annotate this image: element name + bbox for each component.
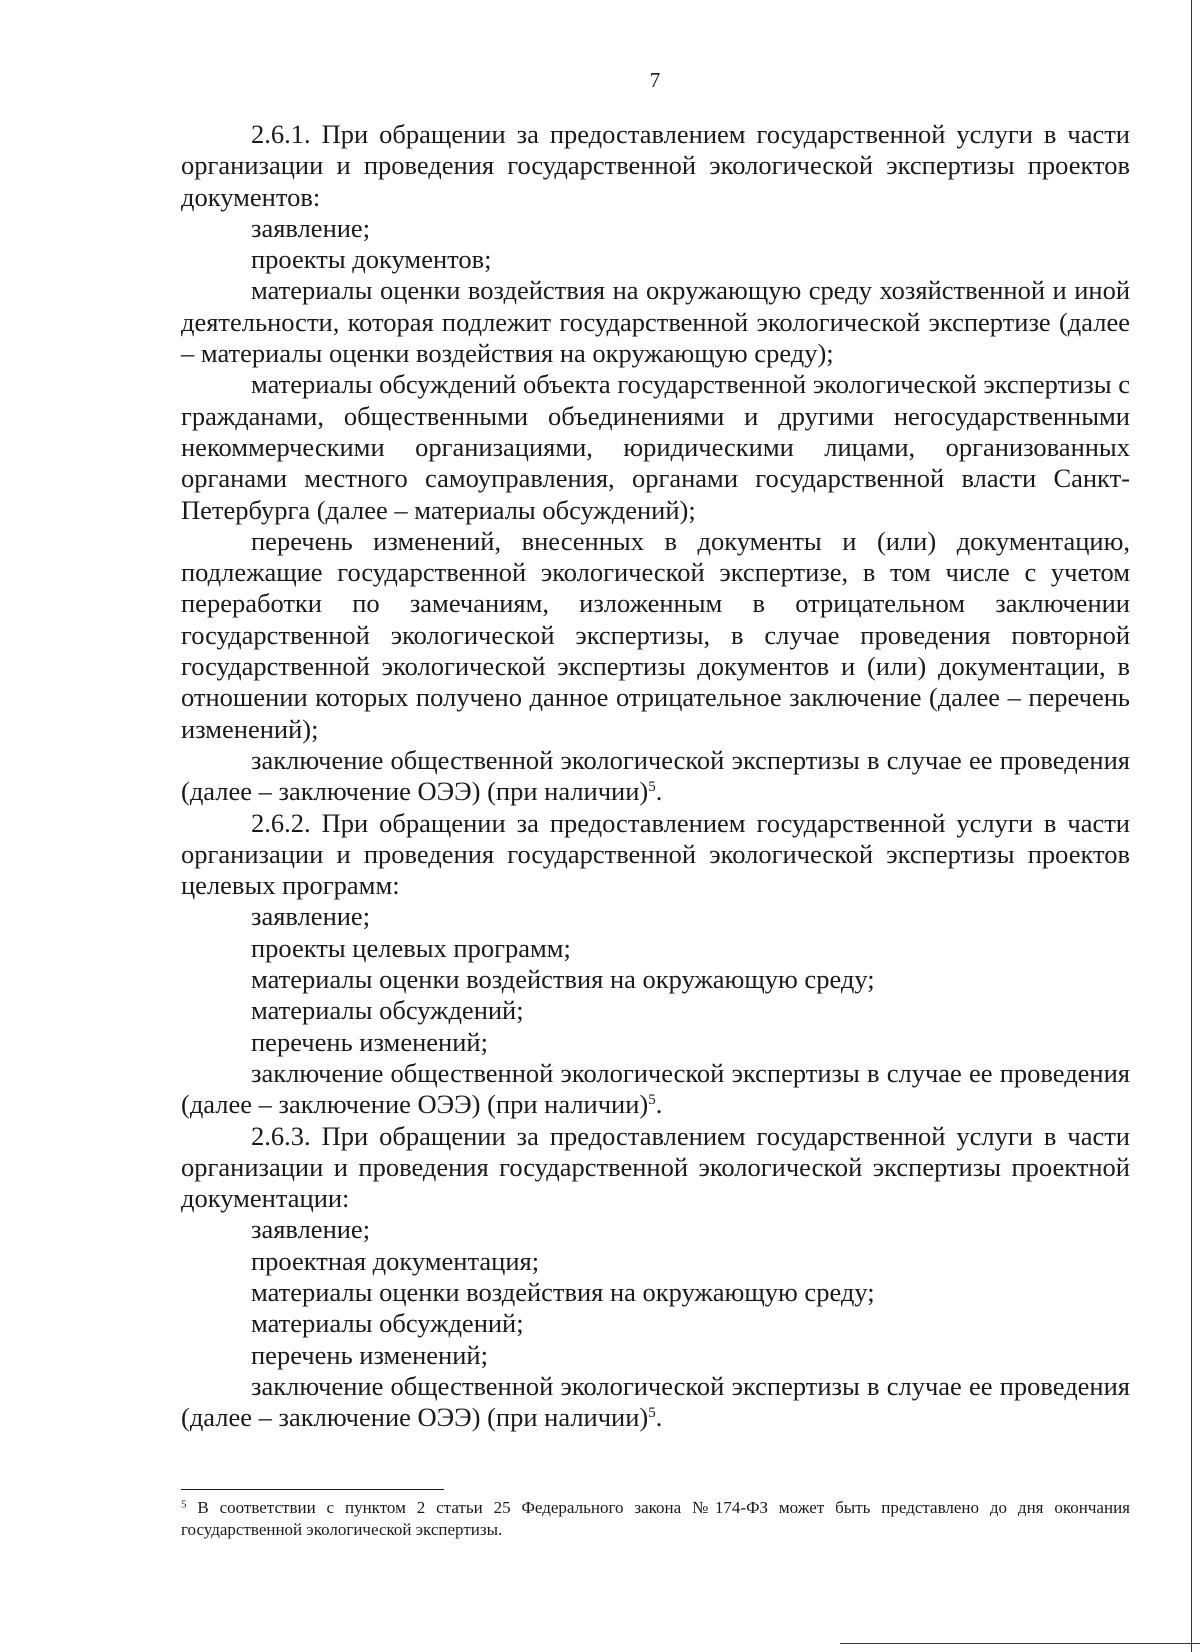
paragraph-text: перечень изменений;	[251, 1339, 488, 1370]
paragraph-text: 2.6.1. При обращении за предоставлением государственной услуги в части организации и проведения государственной экологической экспертизы проектов документов:	[181, 119, 1130, 212]
document-body	[181, 119, 1130, 1433]
footnote-separator	[181, 1489, 444, 1490]
paragraph	[181, 369, 1130, 525]
paragraph	[181, 1371, 1130, 1434]
paragraph	[181, 275, 1130, 369]
footnote-text: В соответствии с пунктом 2 статьи 25 Федерального закона №174-ФЗ может быть представлено до дня окончания государственной экологической экспертизы.	[181, 1498, 1130, 1539]
paragraph-text: материалы оценки воздействия на окружающую среду хозяйственной и иной деятельности, которая подлежит государственной экологической экспертизе (далее – материалы оценки воздействия на окружающую среду);	[181, 275, 1130, 369]
list-item	[181, 995, 1130, 1026]
list-item	[181, 1027, 1130, 1058]
paragraph-text: материалы оценки воздействия на окружающую среду;	[251, 964, 875, 995]
footnote-reference: 5	[648, 1405, 656, 1422]
paragraph	[181, 119, 1130, 213]
paragraph-text: заявление;	[251, 212, 371, 243]
page-number: 7	[649, 68, 661, 92]
paragraph-text: проекты документов;	[251, 244, 492, 275]
paragraph-text: перечень изменений;	[251, 1026, 488, 1057]
paragraph-text: заключение общественной экологической экспертизы в случае ее проведения (далее – заключение ОЭЭ) (при наличии)	[181, 1057, 1130, 1120]
paragraph-text: заявление;	[251, 1214, 371, 1245]
paragraph-tail: .	[655, 1089, 663, 1120]
list-item	[181, 1246, 1130, 1277]
paragraph-text: материалы обсуждений объекта государственной экологической экспертизы с гражданами, общественными объединениями и другими негосударственными некоммерческими организациями, юридическими лицами, организованных органами местного самоуправления, органами государственной власти Санкт-Петербурга (далее – материалы обсуждений);	[181, 369, 1130, 525]
paragraph-text: 2.6.2. При обращении за предоставлением государственной услуги в части организации и проведения государственной экологической экспертизы проектов целевых программ:	[181, 807, 1130, 901]
footnote-marker: 5	[181, 1498, 187, 1511]
paragraph-text: проекты целевых программ;	[251, 932, 571, 963]
list-item	[181, 933, 1130, 964]
list-item	[181, 244, 1130, 275]
paragraph	[181, 1058, 1130, 1121]
list-item	[181, 213, 1130, 244]
list-item	[181, 901, 1130, 932]
paragraph-text: перечень изменений, внесенных в документы и (или) документацию, подлежащие государственной экологической экспертизе, в том числе с учетом переработки по замечаниям, изложенным в отрицательном заключении государственной экологической экспертизы, в случае проведения повторной государственной экологической экспертизы документов и (или) документации, в отношении которых получено данное отрицательное заключение (далее – перечень изменений);	[181, 525, 1130, 744]
list-item	[181, 1277, 1130, 1308]
list-item	[181, 1214, 1130, 1245]
footnote-reference: 5	[648, 779, 656, 796]
scan-edge-line	[840, 1643, 1200, 1645]
footnote-reference: 5	[648, 1092, 656, 1109]
paragraph-text: материалы обсуждений;	[251, 995, 524, 1026]
paragraph-text: заявление;	[251, 901, 371, 932]
paragraph	[181, 526, 1130, 745]
list-item	[181, 1340, 1130, 1371]
paragraph	[181, 808, 1130, 902]
paragraph-text: проектная документация;	[251, 1245, 540, 1276]
paragraph-text: материалы обсуждений;	[251, 1308, 524, 1339]
paragraph-text: 2.6.3. При обращении за предоставлением государственной услуги в части организации и проведения государственной экологической экспертизы проектной документации:	[181, 1120, 1130, 1214]
footnote	[181, 1497, 1130, 1541]
paragraph-text: заключение общественной экологической экспертизы в случае ее проведения (далее – заключение ОЭЭ) (при наличии)	[181, 1370, 1130, 1433]
list-item	[181, 964, 1130, 995]
scan-edge-line	[1191, 0, 1193, 1652]
paragraph-text: заключение общественной экологической экспертизы в случае ее проведения (далее – заключение ОЭЭ) (при наличии)	[181, 744, 1130, 807]
paragraph-text: материалы оценки воздействия на окружающую среду;	[251, 1276, 875, 1307]
paragraph-tail: .	[655, 1402, 663, 1433]
paragraph	[181, 1121, 1130, 1215]
paragraph-tail: .	[655, 776, 663, 807]
list-item	[181, 1308, 1130, 1339]
paragraph	[181, 745, 1130, 808]
